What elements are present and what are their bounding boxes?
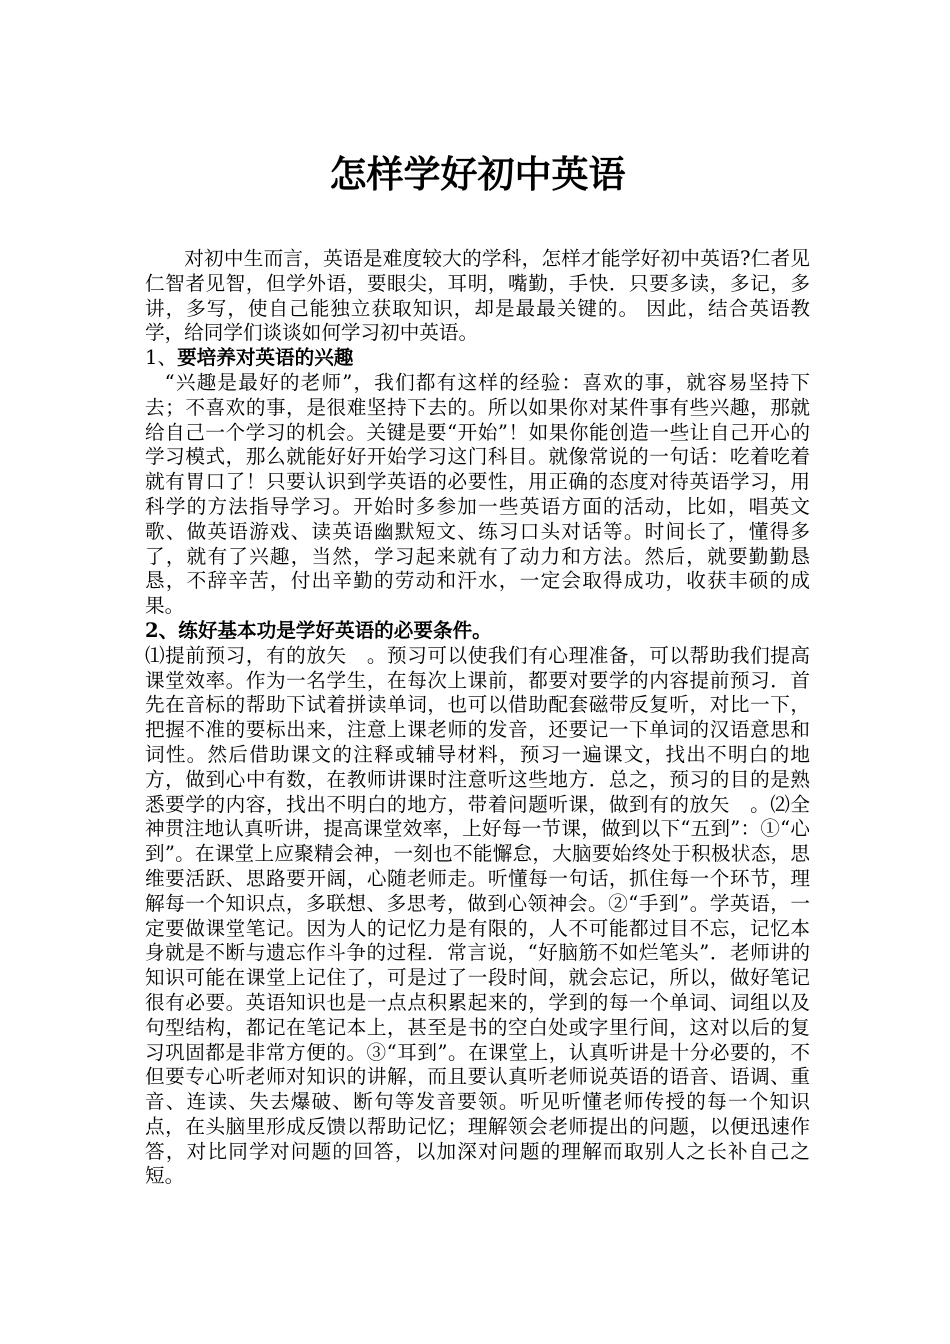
section-1-heading <box>145 346 810 371</box>
section-1-body: “兴趣是最好的老师”，我们都有这样的经验：喜欢的事，就容易坚持下去；不喜欢的事，是很难坚持下去的。所以如果你对某件事有些兴趣，那就给自己一个学习的机会。关键是要“开始”！如果你能创造一些让自己开心的学习模式，那么就能好好开始学习这门科目。就像常说的一句话：吃着吃着就有胃口了！只要认识到学英语的必要性，用正确的态度对待英语学习，用科学的方法指导学习。开始时多参加一些英语方面的活动，比如，唱英文歌、做英语游戏、读英语幽默短文、练习口头对话等。时间长了，懂得多了，就有了兴趣，当然，学习起来就有了动力和方法。然后，就要勤勤恳恳，不辞辛苦，付出辛勤的劳动和汗水，一定会取得成功，收获丰硕的成果。 <box>145 370 810 618</box>
section-2-heading <box>145 619 810 644</box>
section-2-body: ⑴提前预习，有的放矢 。预习可以使我们有心理准备，可以帮助我们提高课堂效率。作为一名学生，在每次上课前，都要对要学的内容提前预习．首先在音标的帮助下试着拼读单词，也可以借助配套磁带反复听，对比一下，把握不准的要标出来，注意上课老师的发音，还要记一下单词的汉语意思和词性。然后借助课文的注释或辅导材料，预习一遍课文，找出不明白的地方，做到心中有数，在教师讲课时注意听这些地方．总之，预习的目的是熟悉要学的内容，找出不明白的地方，带着问题听课，做到有的放矢 。⑵全神贯注地认真听讲，提高课堂效率，上好每一节课，做到以下“五到”：①“心到”。在课堂上应聚精会神，一刻也不能懈怠，大脑要始终处于积极状态，思维要活跃、思路要开阔，心随老师走。听懂每一句话，抓住每一个环节，理解每一个知识点，多联想、多思考，做到心领神会。②“手到”。学英语，一定要做课堂笔记。因为人的记忆力是有限的，人不可能都过目不忘，记忆本身就是不断与遗忘作斗争的过程．常言说，“好脑筋不如烂笔头”．老师讲的知识可能在课堂上记住了，可是过了一段时间，就会忘记，所以，做好笔记很有必要。英语知识也是一点点积累起来的，学到的每一个单词、词组以及句型结构，都记在笔记本上，甚至是书的空白处或字里行间，这对以后的复习巩固都是非常方便的。③“耳到”。在课堂上，认真听讲是十分必要的，不但要专心听老师对知识的讲解，而且要认真听老师说英语的语音、语调、重音、连读、失去爆破、断句等发音要领。听见听懂老师传授的每一个知识点，在头脑里形成反馈以帮助记忆；理解领会老师提出的问题，以便迅速作答，对比同学对问题的回答，以加深对问题的理解而取别人之长补自己之短。 <box>145 643 810 1188</box>
section-1-title: 要培养对英语的兴趣 <box>177 346 354 370</box>
section-1-number: 1、 <box>145 346 178 370</box>
document-page <box>145 150 810 1189</box>
intro-paragraph: 对初中生而言，英语是难度较大的学科，怎样才能学好初中英语?仁者见仁智者见智，但学外语，要眼尖，耳明，嘴勤，手快．只要多读，多记，多讲，多写，使自己能独立获取知识，却是最最关键的。 因此，结合英语教学，给同学们谈谈如何学习初中英语。 <box>145 247 810 345</box>
section-2-title: 2、练好基本功是学好英语的必要条件。 <box>145 618 492 642</box>
document-title: 怎样学好初中英语 <box>329 152 626 196</box>
